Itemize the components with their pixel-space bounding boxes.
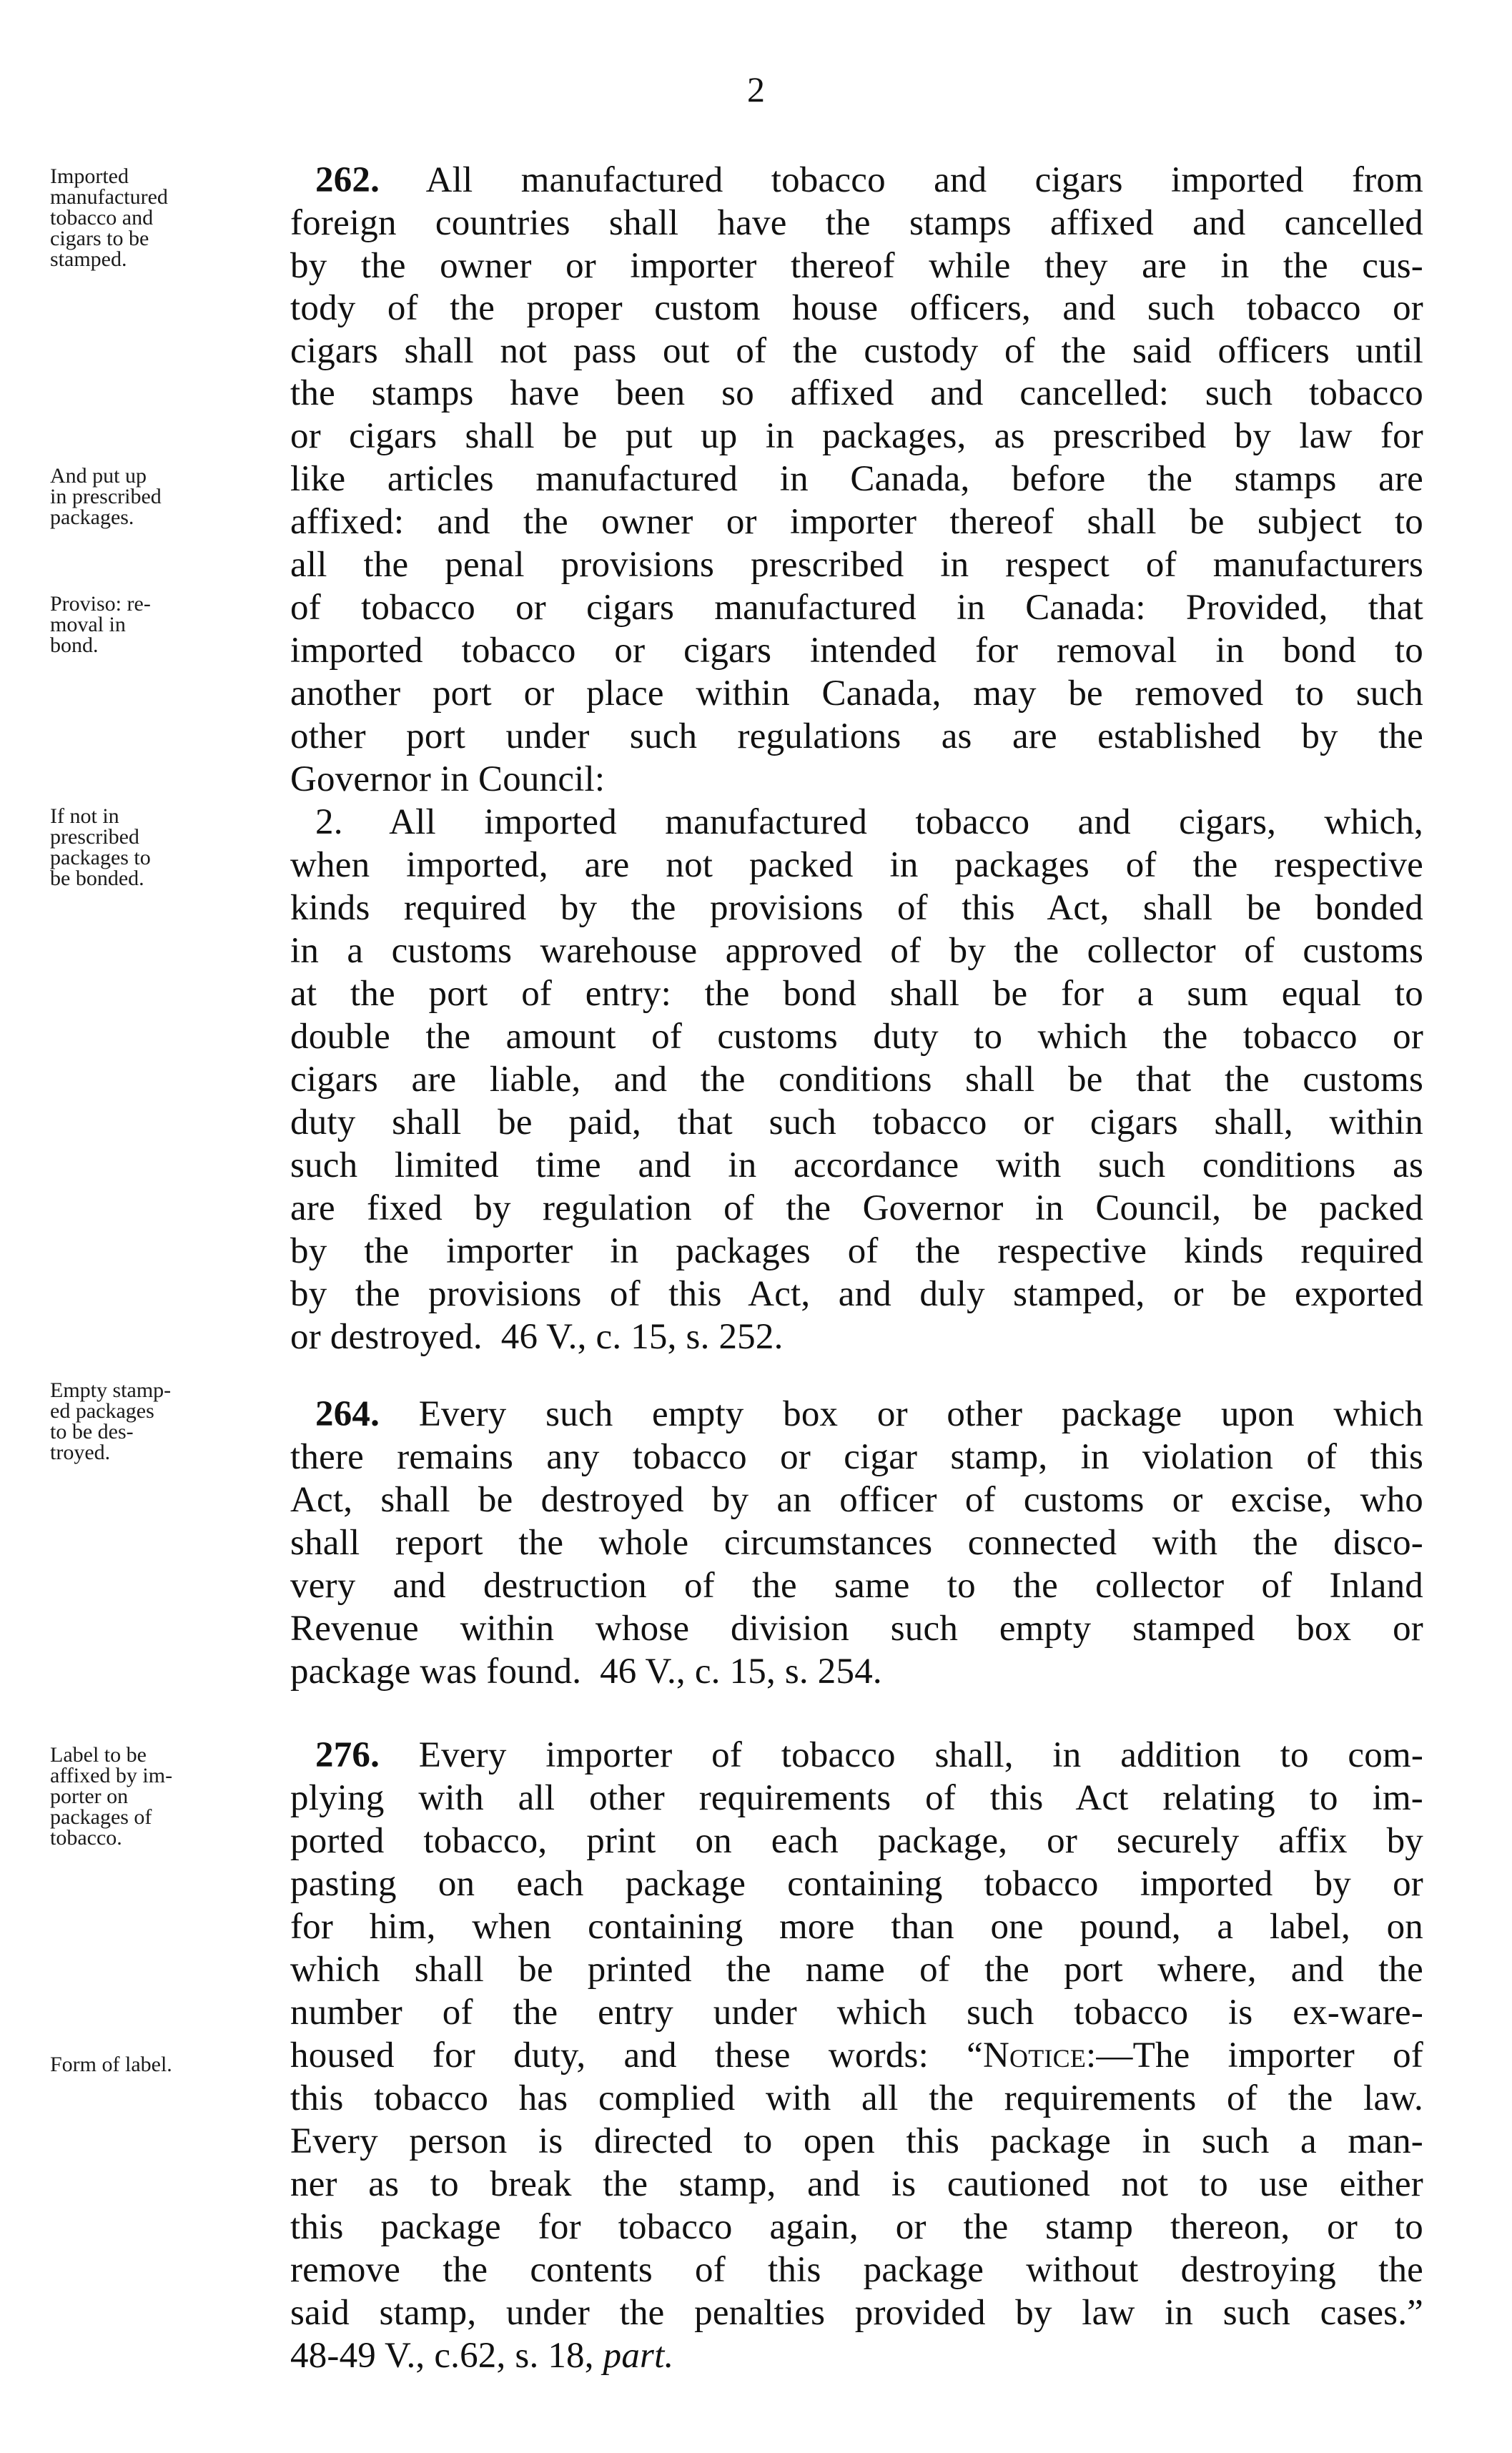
text-line: 276. Every importer of tobacco shall, in addition to com- xyxy=(315,1735,1423,1775)
text-line: which shall be printed the name of the port where, and the xyxy=(290,1950,1423,1990)
text-line: said stamp, under the penalties provided by law in such cases.” xyxy=(290,2293,1423,2333)
text-line: Every person is directed to open this package in such a man- xyxy=(290,2121,1423,2161)
text-line: cigars are liable, and the conditions shall be that the customs xyxy=(290,1060,1423,1100)
text-line: kinds required by the provisions of this Act, shall be bonded xyxy=(290,888,1423,928)
text-line: Governor in Council: xyxy=(290,759,606,799)
text-line: another port or place within Canada, may be removed to such xyxy=(290,673,1423,714)
text-line: the stamps have been so affixed and cancelled: such tobacco xyxy=(290,373,1423,413)
text-line: at the port of entry: the bond shall be for a sum equal to xyxy=(290,974,1423,1014)
text-line: number of the entry under which such tobacco is ex-ware- xyxy=(290,1993,1423,2033)
sidenote-proviso-removal-in-bond: Proviso: re- moval in bond. xyxy=(50,592,151,657)
text-line: cigars shall not pass out of the custody of the said officers until xyxy=(290,331,1423,371)
section-number: 262. xyxy=(315,160,380,200)
text-line: package was found. 46 V., c. 15, s. 254. xyxy=(290,1652,882,1692)
citation-part: part. xyxy=(603,2336,674,2376)
text-line: 48-49 V., c.62, s. 18, part. xyxy=(290,2336,674,2376)
text-line: other port under such regulations as are established by the xyxy=(290,716,1423,756)
text-line: there remains any tobacco or cigar stamp, in violation of this xyxy=(290,1437,1423,1477)
text-line: for him, when containing more than one pound, a label, on xyxy=(290,1907,1423,1947)
text-line: of tobacco or cigars manufactured in Canada: Provided, that xyxy=(290,588,1423,628)
sidenote-label-affixed: Label to be affixed by im- porter on packages of tobacco. xyxy=(50,1743,173,1850)
text-line: Revenue within whose division such empty stamped box or xyxy=(290,1609,1423,1649)
text-line: imported tobacco or cigars intended for removal in bond to xyxy=(290,631,1423,671)
text-line: duty shall be paid, that such tobacco or cigars shall, within xyxy=(290,1102,1423,1142)
text-line: very and destruction of the same to the collector of Inland xyxy=(290,1566,1423,1606)
text-line: like articles manufactured in Canada, before the stamps are xyxy=(290,459,1423,499)
text-line: in a customs warehouse approved of by the collector of customs xyxy=(290,931,1423,971)
notice-word: Notice xyxy=(983,2035,1087,2076)
text-line: or cigars shall be put up in packages, as prescribed by law for xyxy=(290,416,1423,456)
text-line: tody of the proper custom house officers, and such tobacco or xyxy=(290,288,1423,328)
text-line: by the owner or importer thereof while they are in the cus- xyxy=(290,246,1423,286)
text-line: this package for tobacco again, or the stamp thereon, or to xyxy=(290,2207,1423,2247)
page-number: 2 xyxy=(747,69,765,109)
sidenote-empty-packages-destroyed: Empty stamp- ed packages to be des- troyed. xyxy=(50,1378,172,1464)
text-line: Act, shall be destroyed by an officer of customs or excise, who xyxy=(290,1480,1423,1520)
text-line: plying with all other requirements of this Act relating to im- xyxy=(290,1778,1423,1818)
sidenote-prescribed-packages: And put up in prescribed packages. xyxy=(50,464,162,529)
text-line: when imported, are not packed in packages of the respective xyxy=(290,845,1423,885)
text-line: pasting on each package containing tobacco imported by or xyxy=(290,1864,1423,1904)
text-line: shall report the whole circumstances connected with the disco- xyxy=(290,1523,1423,1563)
text-line: by the importer in packages of the respective kinds required xyxy=(290,1231,1423,1271)
text-line: ner as to break the stamp, and is cautioned not to use either xyxy=(290,2164,1423,2204)
text-line: affixed: and the owner or importer thereof shall be subject to xyxy=(290,502,1423,542)
text-line: foreign countries shall have the stamps affixed and cancelled xyxy=(290,203,1423,243)
text-line: 2. All imported manufactured tobacco and cigars, which, xyxy=(315,802,1423,842)
text-line: by the provisions of this Act, and duly stamped, or be exported xyxy=(290,1274,1423,1314)
sidenote-bonded-packages: If not in prescribed packages to be bonded. xyxy=(50,804,151,890)
text-line: this tobacco has complied with all the requirements of the law. xyxy=(290,2078,1423,2118)
text-line: are fixed by regulation of the Governor in Council, be packed xyxy=(290,1188,1423,1228)
text-line: or destroyed. 46 V., c. 15, s. 252. xyxy=(290,1317,784,1357)
text-line: 264. Every such empty box or other package upon which xyxy=(315,1394,1423,1434)
text-line: all the penal provisions prescribed in respect of manufacturers xyxy=(290,545,1423,585)
sidenote-form-of-label: Form of label. xyxy=(50,2053,172,2076)
text-line: housed for duty, and these words: “Notice:—The importer of xyxy=(290,2035,1423,2076)
text-line: remove the contents of this package without destroying the xyxy=(290,2250,1423,2290)
text-line: ported tobacco, print on each package, or securely affix by xyxy=(290,1821,1423,1861)
sidenote-imported-tobacco-stamped: Imported manufactured tobacco and cigars to be stamped. xyxy=(50,164,168,271)
section-number: 264. xyxy=(315,1394,380,1434)
text-line: double the amount of customs duty to which the tobacco or xyxy=(290,1017,1423,1057)
text-line: 262. All manufactured tobacco and cigars imported from xyxy=(315,160,1423,200)
text-line: such limited time and in accordance with such conditions as xyxy=(290,1145,1423,1185)
section-number: 276. xyxy=(315,1735,380,1775)
